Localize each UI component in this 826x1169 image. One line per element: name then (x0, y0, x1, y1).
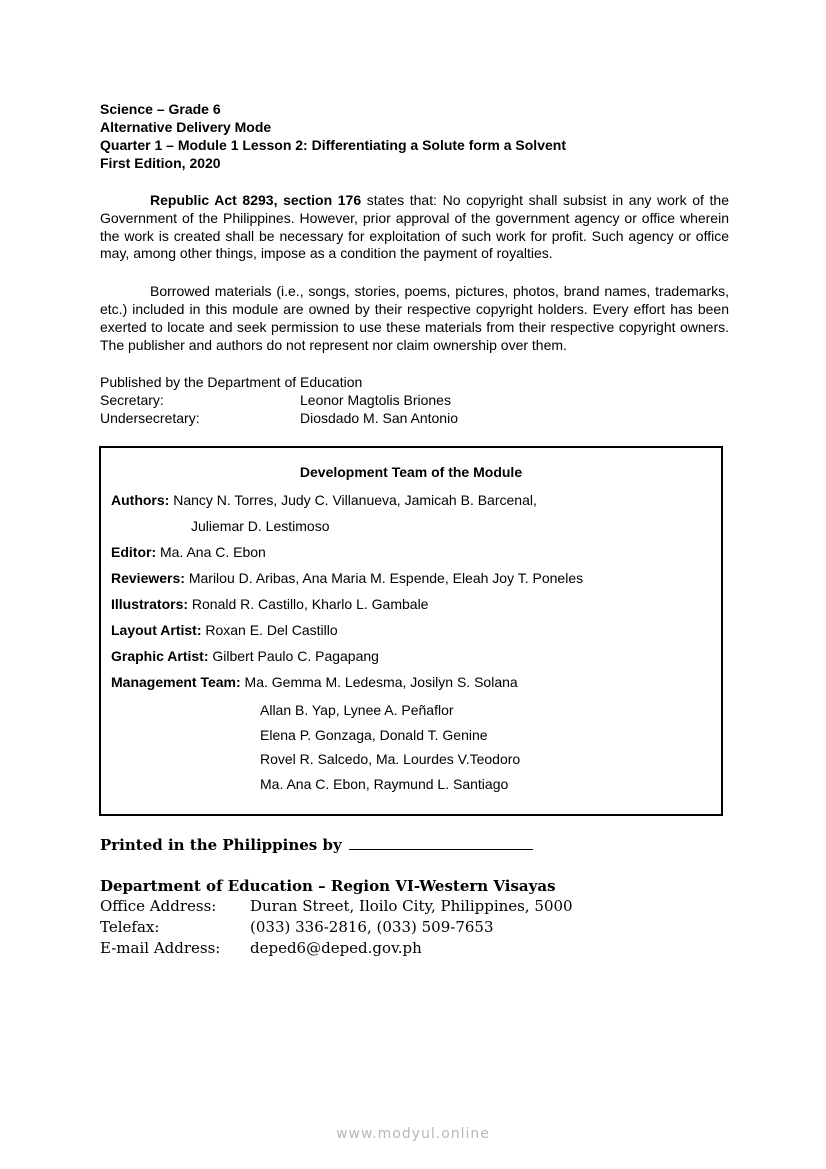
illustrators-names: Ronald R. Castillo, Kharlo L. Gambale (188, 595, 429, 612)
management-member-row: Rovel R. Salcedo, Ma. Lourdes V.Teodoro (260, 750, 521, 767)
management-team-line (111, 669, 711, 695)
authors-line (111, 487, 711, 513)
graphic-artist-label: Graphic Artist: (111, 647, 209, 664)
undersecretary-label: Undersecretary: (100, 409, 200, 426)
copyright-paragraph (100, 192, 729, 263)
copyright-text: states that: No copyright shall subsist in any work of the Government of the Philippines. However, prior approval of the government agency or office wherein the work is created shall be necessary for exploitation of such work for profit. Such agency or office may, among other things, impose as a condition the payment of royalties. (100, 192, 729, 262)
management-member-row: Elena P. Gonzaga, Donald T. Genine (260, 726, 488, 743)
act-reference: Republic Act 8293, section 176 (150, 192, 362, 208)
telefax-row (100, 917, 729, 938)
management-member-row: Allan B. Yap, Lynee A. Peñaflor (260, 701, 454, 718)
office-address-value: Duran Street, Iloilo City, Philippines, 5000 (250, 897, 573, 916)
illustrators-line (111, 591, 711, 617)
borrowed-paragraph: Borrowed materials (i.e., songs, stories, poems, pictures, photos, brand names, trademarks, etc.) included in this module are owned by their respective copyright holders. Every effort has been exerted to locate and seek permission to use these materials from their respective copyright owners. The publisher and authors do not represent nor claim ownership over them. (100, 283, 729, 353)
layout-artist-label: Layout Artist: (111, 621, 202, 638)
reviewers-line (111, 565, 711, 591)
publisher-info (100, 374, 729, 427)
delivery-mode: Alternative Delivery Mode (100, 119, 272, 135)
authors-label: Authors: (111, 491, 170, 508)
deped-contact (100, 876, 729, 959)
printed-by-label: Printed in the Philippines by (100, 836, 342, 855)
module-header (100, 100, 729, 172)
printed-by-line (100, 834, 729, 856)
module-lesson-title: Quarter 1 – Module 1 Lesson 2: Differentiating a Solute form a Solvent (100, 137, 566, 153)
layout-artist-name: Roxan E. Del Castillo (201, 621, 338, 638)
subject-grade: Science – Grade 6 (100, 101, 221, 117)
development-team-box (99, 446, 723, 816)
editor-label: Editor: (111, 543, 157, 560)
undersecretary-name: Diosdado M. San Antonio (300, 409, 458, 426)
secretary-label: Secretary: (100, 392, 164, 409)
office-address-row (100, 896, 729, 917)
graphic-artist-name: Gilbert Paulo C. Pagapang (208, 647, 379, 664)
published-by: Published by the Department of Education (100, 374, 363, 391)
watermark-url: www.modyul.online (336, 1126, 490, 1142)
telefax-value: (033) 336-2816, (033) 509-7653 (250, 918, 494, 937)
secretary-row (100, 392, 729, 410)
copyright-page (100, 100, 729, 959)
email-label: E-mail Address: (100, 939, 221, 958)
authors-names: Nancy N. Torres, Judy C. Villanueva, Jamicah B. Barcenal, (169, 491, 537, 508)
secretary-name: Leonor Magtolis Briones (300, 392, 451, 409)
authors-line-2: Juliemar D. Lestimoso (191, 517, 330, 534)
management-team-names: Ma. Gemma M. Ledesma, Josilyn S. Solana (240, 673, 518, 690)
deped-region-title: Department of Education – Region VI-Western Visayas (100, 877, 556, 896)
reviewers-names: Marilou D. Aribas, Ana Maria M. Espende, Eleah Joy T. Poneles (184, 569, 584, 586)
undersecretary-row (100, 410, 729, 428)
management-team-list (111, 698, 711, 798)
email-value: deped6@deped.gov.ph (250, 939, 422, 958)
editor-name: Ma. Ana C. Ebon (156, 543, 266, 560)
management-member-row: Ma. Ana C. Ebon, Raymund L. Santiago (260, 776, 509, 793)
telefax-label: Telefax: (100, 918, 160, 937)
office-address-label: Office Address: (100, 897, 217, 916)
management-team-label: Management Team: (111, 673, 241, 690)
printed-by-blank (349, 835, 533, 850)
edition: First Edition, 2020 (100, 155, 221, 171)
graphic-artist-line (111, 643, 711, 669)
editor-line (111, 539, 711, 565)
email-row (100, 938, 729, 959)
reviewers-label: Reviewers: (111, 569, 185, 586)
team-title: Development Team of the Module (299, 463, 523, 480)
layout-artist-line (111, 617, 711, 643)
illustrators-label: Illustrators: (111, 595, 189, 612)
